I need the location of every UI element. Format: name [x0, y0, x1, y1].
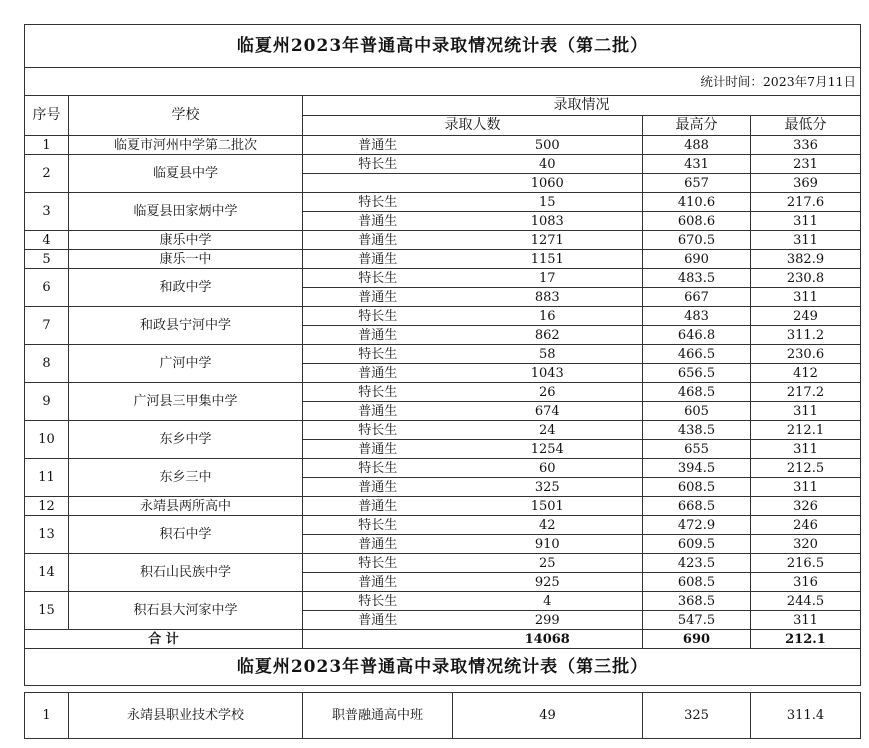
row-seq: 15	[25, 592, 69, 630]
row-student-type: 特长生	[303, 554, 453, 573]
row-seq: 13	[25, 516, 69, 554]
header-school: 学校	[69, 96, 303, 136]
row-max-score: 431	[643, 155, 751, 174]
row-seq: 2	[25, 155, 69, 193]
row-seq: 6	[25, 269, 69, 307]
row-student-type: 普通生	[303, 611, 453, 630]
row-min-score: 311	[751, 212, 861, 231]
header-max-score: 最高分	[643, 116, 751, 136]
row-min-score: 311.4	[751, 693, 861, 739]
total-min-score: 212.1	[751, 630, 861, 649]
row-max-score: 468.5	[643, 383, 751, 402]
row-admission-count: 883	[453, 288, 643, 307]
row-min-score: 311	[751, 288, 861, 307]
row-max-score: 656.5	[643, 364, 751, 383]
row-max-score: 438.5	[643, 421, 751, 440]
row-school-name: 积石县大河家中学	[69, 592, 303, 630]
row-student-type: 特长生	[303, 269, 453, 288]
row-seq: 11	[25, 459, 69, 497]
row-min-score: 217.2	[751, 383, 861, 402]
row-min-score: 382.9	[751, 250, 861, 269]
row-min-score: 311	[751, 402, 861, 421]
row-min-score: 311	[751, 231, 861, 250]
row-max-score: 547.5	[643, 611, 751, 630]
row-school-name: 广河中学	[69, 345, 303, 383]
table-row	[25, 554, 861, 573]
row-min-score: 212.5	[751, 459, 861, 478]
admission-table	[24, 24, 861, 739]
row-school-name: 康乐一中	[69, 250, 303, 269]
table-row	[25, 250, 861, 269]
row-student-type: 特长生	[303, 421, 453, 440]
table-row	[25, 592, 861, 611]
row-student-type: 普通生	[303, 497, 453, 516]
row-admission-count: 910	[453, 535, 643, 554]
row-student-type: 普通生	[303, 573, 453, 592]
row-min-score: 212.1	[751, 421, 861, 440]
row-max-score: 488	[643, 136, 751, 155]
row-student-type: 普通生	[303, 231, 453, 250]
row-admission-count: 16	[453, 307, 643, 326]
row-seq: 1	[25, 136, 69, 155]
row-min-score: 230.6	[751, 345, 861, 364]
row-admission-count: 1501	[453, 497, 643, 516]
row-admission-count: 299	[453, 611, 643, 630]
row-seq: 4	[25, 231, 69, 250]
row-min-score: 316	[751, 573, 861, 592]
row-student-type: 特长生	[303, 516, 453, 535]
row-student-type: 特长生	[303, 345, 453, 364]
row-admission-count: 325	[453, 478, 643, 497]
row-school-name: 临夏县中学	[69, 155, 303, 193]
table-row	[25, 269, 861, 288]
row-school-name: 广河县三甲集中学	[69, 383, 303, 421]
row-max-score: 609.5	[643, 535, 751, 554]
row-school-name: 康乐中学	[69, 231, 303, 250]
row-max-score: 670.5	[643, 231, 751, 250]
row-admission-count: 15	[453, 193, 643, 212]
row-student-type: 普通生	[303, 288, 453, 307]
row-school-name: 积石中学	[69, 516, 303, 554]
row-min-score: 320	[751, 535, 861, 554]
table-title-batch2: 临夏州2023年普通高中录取情况统计表（第二批）	[25, 25, 861, 68]
row-min-score: 311.2	[751, 326, 861, 345]
row-student-type: 普通生	[303, 250, 453, 269]
row-admission-count: 1271	[453, 231, 643, 250]
admission-table-sheet	[24, 24, 860, 739]
row-school-name: 积石山民族中学	[69, 554, 303, 592]
row-student-type: 特长生	[303, 155, 453, 174]
row-student-type: 特长生	[303, 459, 453, 478]
row-max-score: 657	[643, 174, 751, 193]
row-min-score: 246	[751, 516, 861, 535]
row-school-name: 永靖县两所高中	[69, 497, 303, 516]
row-student-type: 特长生	[303, 592, 453, 611]
row-student-type: 普通生	[303, 535, 453, 554]
row-student-type: 普通生	[303, 326, 453, 345]
row-admission-count: 26	[453, 383, 643, 402]
row-student-type: 普通生	[303, 440, 453, 459]
row-admission-count: 1254	[453, 440, 643, 459]
total-blank	[303, 630, 453, 649]
row-max-score: 608.6	[643, 212, 751, 231]
total-row	[25, 630, 861, 649]
row-admission-count: 42	[453, 516, 643, 535]
row-min-score: 311	[751, 440, 861, 459]
row-min-score: 311	[751, 611, 861, 630]
row-admission-count: 500	[453, 136, 643, 155]
row-max-score: 608.5	[643, 478, 751, 497]
row-min-score: 336	[751, 136, 861, 155]
row-admission-count: 25	[453, 554, 643, 573]
row-min-score: 244.5	[751, 592, 861, 611]
row-admission-count: 1151	[453, 250, 643, 269]
row-max-score: 605	[643, 402, 751, 421]
row-max-score: 368.5	[643, 592, 751, 611]
row-admission-count: 674	[453, 402, 643, 421]
table-row	[25, 193, 861, 212]
row-student-type: 普通生	[303, 364, 453, 383]
row-seq: 1	[25, 693, 69, 739]
row-admission-count: 40	[453, 155, 643, 174]
row-seq: 9	[25, 383, 69, 421]
table-row	[25, 155, 861, 174]
total-label: 合 计	[25, 630, 303, 649]
row-school-name: 临夏市河州中学第二批次	[69, 136, 303, 155]
row-seq: 12	[25, 497, 69, 516]
row-max-score: 325	[643, 693, 751, 739]
row-max-score: 483.5	[643, 269, 751, 288]
row-max-score: 472.9	[643, 516, 751, 535]
row-seq: 10	[25, 421, 69, 459]
table-row	[25, 459, 861, 478]
row-max-score: 690	[643, 250, 751, 269]
row-school-name: 东乡三中	[69, 459, 303, 497]
row-student-type: 特长生	[303, 383, 453, 402]
row-admission-count: 1043	[453, 364, 643, 383]
row-student-type: 普通生	[303, 136, 453, 155]
table-row	[25, 136, 861, 155]
row-student-type: 特长生	[303, 307, 453, 326]
row-school-name: 和政县宁河中学	[69, 307, 303, 345]
row-min-score: 231	[751, 155, 861, 174]
row-min-score: 326	[751, 497, 861, 516]
table-row	[25, 345, 861, 364]
row-max-score: 423.5	[643, 554, 751, 573]
row-max-score: 668.5	[643, 497, 751, 516]
row-admission-count: 17	[453, 269, 643, 288]
row-max-score: 646.8	[643, 326, 751, 345]
row-min-score: 311	[751, 478, 861, 497]
row-school-name: 临夏县田家炳中学	[69, 193, 303, 231]
header-admission-count: 录取人数	[303, 116, 643, 136]
row-min-score: 217.6	[751, 193, 861, 212]
table-row	[25, 307, 861, 326]
row-student-type: 特长生	[303, 193, 453, 212]
row-max-score: 394.5	[643, 459, 751, 478]
table-row	[25, 383, 861, 402]
row-min-score: 230.8	[751, 269, 861, 288]
row-admission-count: 4	[453, 592, 643, 611]
row-student-type: 普通生	[303, 402, 453, 421]
row-max-score: 667	[643, 288, 751, 307]
row-admission-count: 1083	[453, 212, 643, 231]
row-seq: 8	[25, 345, 69, 383]
row-admission-count: 49	[453, 693, 643, 739]
row-seq: 3	[25, 193, 69, 231]
row-seq: 14	[25, 554, 69, 592]
row-admission-count: 58	[453, 345, 643, 364]
row-max-score: 483	[643, 307, 751, 326]
row-school-name: 永靖县职业技术学校	[69, 693, 303, 739]
row-student-type: 普通生	[303, 212, 453, 231]
row-admission-count: 60	[453, 459, 643, 478]
header-admission-situation: 录取情况	[303, 96, 861, 116]
header-seq: 序号	[25, 96, 69, 136]
row-max-score: 608.5	[643, 573, 751, 592]
row-min-score: 412	[751, 364, 861, 383]
row-admission-count: 862	[453, 326, 643, 345]
table-title-batch3: 临夏州2023年普通高中录取情况统计表（第三批）	[25, 649, 861, 686]
table-row	[25, 516, 861, 535]
total-count: 14068	[453, 630, 643, 649]
row-max-score: 466.5	[643, 345, 751, 364]
row-max-score: 410.6	[643, 193, 751, 212]
row-admission-count: 24	[453, 421, 643, 440]
row-student-type	[303, 174, 453, 193]
row-school-name: 东乡中学	[69, 421, 303, 459]
row-student-type: 普通生	[303, 478, 453, 497]
statistics-date: 统计时间：2023年7月11日	[25, 68, 861, 96]
row-min-score: 369	[751, 174, 861, 193]
row-school-name: 和政中学	[69, 269, 303, 307]
table-row	[25, 497, 861, 516]
row-admission-count: 1060	[453, 174, 643, 193]
row-seq: 5	[25, 250, 69, 269]
row-min-score: 216.5	[751, 554, 861, 573]
row-max-score: 655	[643, 440, 751, 459]
table-row	[25, 231, 861, 250]
total-max-score: 690	[643, 630, 751, 649]
header-min-score: 最低分	[751, 116, 861, 136]
row-student-type: 职普融通高中班	[303, 693, 453, 739]
spacer	[25, 686, 861, 693]
table-row	[25, 421, 861, 440]
table-row	[25, 693, 861, 739]
row-min-score: 249	[751, 307, 861, 326]
row-seq: 7	[25, 307, 69, 345]
row-admission-count: 925	[453, 573, 643, 592]
